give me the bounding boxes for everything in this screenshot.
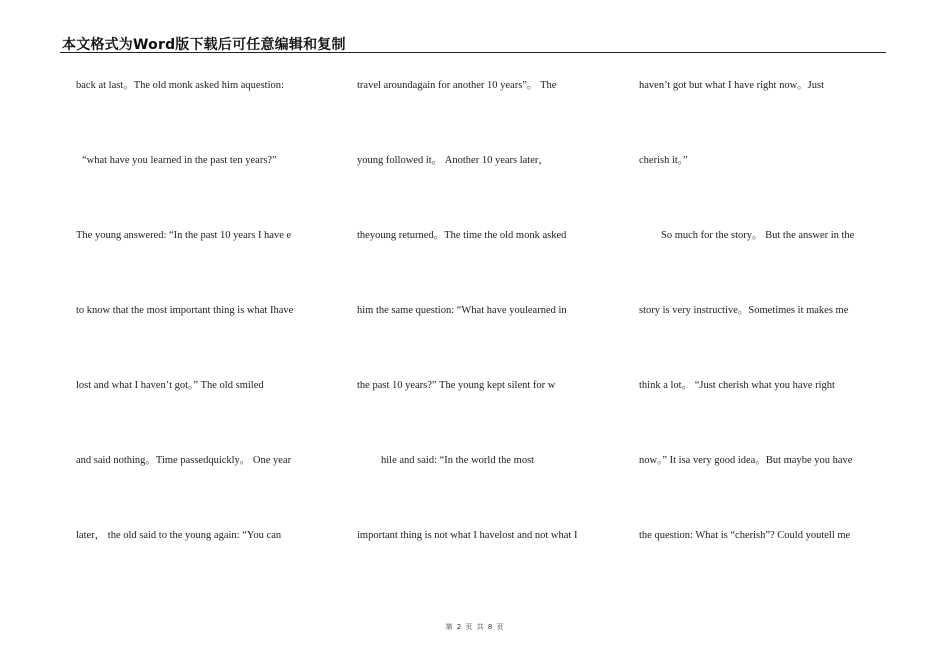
text-line: hile and said: “In the world the most bbox=[381, 455, 535, 466]
text-line: The young answered: “In the past 10 years I have e bbox=[76, 230, 292, 241]
text-line: cherish it。” bbox=[639, 155, 688, 166]
page-number: 第 2 页 共 8 页 bbox=[445, 623, 505, 631]
text-line: So much for the story。 But the answer in the bbox=[661, 230, 855, 241]
text-line: back at last。The old monk asked him aquestion: bbox=[76, 80, 284, 91]
text-line: haven’t got but what I have right now。Just bbox=[639, 80, 824, 91]
text-column-2 bbox=[357, 0, 617, 672]
text-line: important thing is not what I havelost and not what I bbox=[357, 530, 578, 541]
text-line: young followed it。 Another 10 years later， bbox=[357, 155, 549, 166]
header-title: 本文格式为Word版下载后可任意编辑和复制 bbox=[62, 37, 346, 53]
text-line: later， the old said to the young again: “You can bbox=[76, 530, 282, 541]
text-line: to know that the most important thing is what Ihave bbox=[76, 305, 294, 316]
text-line: him the same question: “What have youlearned in bbox=[357, 305, 567, 316]
text-line: the past 10 years?” The young kept silent for w bbox=[357, 380, 556, 391]
text-line: the question: What is “cherish”? Could youtell me bbox=[639, 530, 851, 541]
text-line: lost and what I haven’t got。” The old smiled bbox=[76, 380, 264, 391]
text-column-1 bbox=[76, 0, 336, 672]
text-line: now。” It isa very good idea。But maybe you have bbox=[639, 455, 853, 466]
text-line: theyoung returned。The time the old monk asked bbox=[357, 230, 567, 241]
text-column-3 bbox=[639, 0, 899, 672]
text-line: think a lot。 “Just cherish what you have right bbox=[639, 380, 835, 391]
text-line: travel aroundagain for another 10 years”。 The bbox=[357, 80, 557, 91]
text-line: “what have you learned in the past ten years?” bbox=[82, 155, 277, 166]
text-line: and said nothing。Time passedquickly。 One year bbox=[76, 455, 292, 466]
text-line: story is very instructive。Sometimes it makes me bbox=[639, 305, 849, 316]
